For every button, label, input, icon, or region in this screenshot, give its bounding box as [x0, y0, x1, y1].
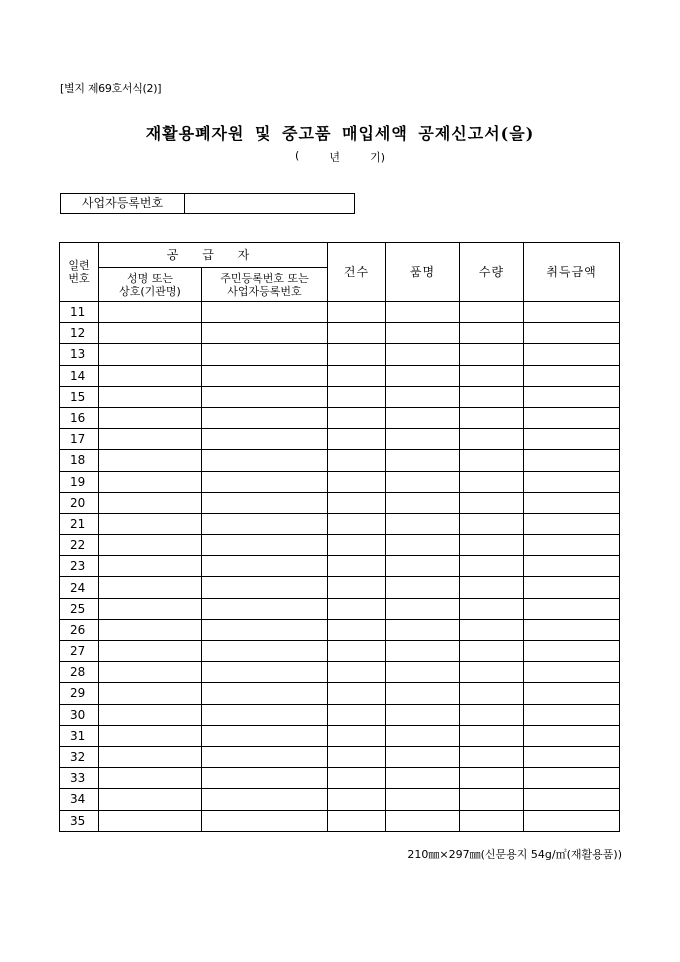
row-serial: 30 [60, 704, 99, 725]
count-cell[interactable] [328, 683, 386, 704]
reg-no-cell[interactable] [202, 556, 328, 577]
quantity-cell[interactable] [460, 810, 524, 831]
table-row [60, 683, 620, 704]
reg-no-cell[interactable] [202, 662, 328, 683]
quantity-cell[interactable] [460, 641, 524, 662]
amount-cell[interactable] [524, 535, 620, 556]
supplier-table [59, 242, 620, 832]
reg-no-cell[interactable] [202, 344, 328, 365]
business-number-field[interactable] [185, 194, 354, 213]
period-open: ( [295, 149, 300, 162]
table-row [60, 619, 620, 640]
count-cell[interactable] [328, 429, 386, 450]
item-cell[interactable] [386, 704, 460, 725]
period-term-label: 기) [370, 151, 385, 164]
table-row [60, 746, 620, 767]
amount-cell[interactable] [524, 344, 620, 365]
amount-cell[interactable] [524, 386, 620, 407]
count-cell[interactable] [328, 365, 386, 386]
name-cell[interactable] [99, 386, 202, 407]
name-cell[interactable] [99, 641, 202, 662]
item-cell[interactable] [386, 598, 460, 619]
count-cell[interactable] [328, 492, 386, 513]
amount-cell[interactable] [524, 323, 620, 344]
quantity-cell[interactable] [460, 789, 524, 810]
quantity-cell[interactable] [460, 535, 524, 556]
quantity-cell[interactable] [460, 746, 524, 767]
count-cell[interactable] [328, 789, 386, 810]
name-cell[interactable] [99, 407, 202, 428]
quantity-cell[interactable] [460, 662, 524, 683]
item-cell[interactable] [386, 513, 460, 534]
quantity-cell[interactable] [460, 407, 524, 428]
reg-no-cell[interactable] [202, 535, 328, 556]
item-cell[interactable] [386, 641, 460, 662]
reg-no-cell[interactable] [202, 386, 328, 407]
name-cell[interactable] [99, 662, 202, 683]
row-serial: 11 [60, 302, 99, 323]
amount-cell[interactable] [524, 619, 620, 640]
amount-cell[interactable] [524, 492, 620, 513]
form-title: 재활용폐자원 및 중고품 매입세액 공제신고서(을) [145, 124, 535, 143]
table-row [60, 407, 620, 428]
row-serial: 23 [60, 556, 99, 577]
name-cell[interactable] [99, 598, 202, 619]
quantity-cell[interactable] [460, 471, 524, 492]
quantity-cell[interactable] [460, 344, 524, 365]
name-cell[interactable] [99, 471, 202, 492]
count-cell[interactable] [328, 577, 386, 598]
name-cell[interactable] [99, 302, 202, 323]
quantity-cell[interactable] [460, 450, 524, 471]
business-number-box [60, 193, 355, 214]
reg-no-cell[interactable] [202, 513, 328, 534]
period-line [295, 149, 385, 165]
table-row [60, 598, 620, 619]
count-cell[interactable] [328, 407, 386, 428]
name-header: 성명 또는 상호(기관명) [99, 268, 202, 302]
item-cell[interactable] [386, 619, 460, 640]
amount-cell[interactable] [524, 704, 620, 725]
count-cell[interactable] [328, 641, 386, 662]
item-cell[interactable] [386, 450, 460, 471]
reg-no-cell[interactable] [202, 789, 328, 810]
table-row [60, 789, 620, 810]
table-row [60, 556, 620, 577]
row-serial: 12 [60, 323, 99, 344]
row-serial: 31 [60, 725, 99, 746]
row-serial: 16 [60, 407, 99, 428]
quantity-cell[interactable] [460, 323, 524, 344]
count-cell[interactable] [328, 323, 386, 344]
count-cell[interactable] [328, 619, 386, 640]
item-cell[interactable] [386, 535, 460, 556]
table-row [60, 535, 620, 556]
name-cell[interactable] [99, 683, 202, 704]
table-row [60, 704, 620, 725]
table-row [60, 302, 620, 323]
reg-no-cell[interactable] [202, 746, 328, 767]
row-serial: 17 [60, 429, 99, 450]
serial-header: 일련 번호 [60, 243, 99, 302]
quantity-cell[interactable] [460, 704, 524, 725]
supplier-header: 공 급 자 [99, 243, 328, 268]
quantity-cell[interactable] [460, 513, 524, 534]
count-cell[interactable] [328, 302, 386, 323]
row-serial: 25 [60, 598, 99, 619]
reg-no-cell[interactable] [202, 365, 328, 386]
reg-no-cell[interactable] [202, 407, 328, 428]
name-cell[interactable] [99, 365, 202, 386]
item-cell[interactable] [386, 810, 460, 831]
amount-cell[interactable] [524, 725, 620, 746]
table-row [60, 450, 620, 471]
reg-no-cell[interactable] [202, 302, 328, 323]
table-row [60, 577, 620, 598]
table-row [60, 810, 620, 831]
item-cell[interactable] [386, 323, 460, 344]
amount-cell[interactable] [524, 768, 620, 789]
table-row [60, 471, 620, 492]
item-cell[interactable] [386, 683, 460, 704]
item-cell[interactable] [386, 789, 460, 810]
quantity-cell[interactable] [460, 386, 524, 407]
reg-no-cell[interactable] [202, 429, 328, 450]
count-cell[interactable] [328, 598, 386, 619]
name-cell[interactable] [99, 810, 202, 831]
item-cell[interactable] [386, 386, 460, 407]
count-cell[interactable] [328, 725, 386, 746]
table-row [60, 429, 620, 450]
name-cell[interactable] [99, 323, 202, 344]
quantity-cell[interactable] [460, 429, 524, 450]
table-row [60, 323, 620, 344]
quantity-cell[interactable] [460, 683, 524, 704]
count-cell[interactable] [328, 556, 386, 577]
form-reference: [별지 제69호서식(2)] [60, 82, 162, 95]
quantity-header: 수량 [460, 243, 524, 302]
amount-cell[interactable] [524, 746, 620, 767]
reg-no-cell[interactable] [202, 577, 328, 598]
amount-cell[interactable] [524, 810, 620, 831]
amount-cell[interactable] [524, 556, 620, 577]
amount-cell[interactable] [524, 471, 620, 492]
reg-no-cell[interactable] [202, 492, 328, 513]
row-serial: 33 [60, 768, 99, 789]
table-row [60, 492, 620, 513]
paper-spec-note: 210㎜×297㎜(신문용지 54g/㎡(재활용품)) [407, 848, 622, 861]
name-cell[interactable] [99, 535, 202, 556]
reg-no-header: 주민등록번호 또는 사업자등록번호 [202, 268, 328, 302]
amount-cell[interactable] [524, 577, 620, 598]
quantity-cell[interactable] [460, 302, 524, 323]
name-cell[interactable] [99, 789, 202, 810]
item-header: 품명 [386, 243, 460, 302]
quantity-cell[interactable] [460, 768, 524, 789]
name-cell[interactable] [99, 450, 202, 471]
reg-no-cell[interactable] [202, 471, 328, 492]
table-row [60, 365, 620, 386]
amount-cell[interactable] [524, 429, 620, 450]
count-cell[interactable] [328, 810, 386, 831]
item-cell[interactable] [386, 768, 460, 789]
amount-cell[interactable] [524, 641, 620, 662]
quantity-cell[interactable] [460, 577, 524, 598]
amount-header: 취득금액 [524, 243, 620, 302]
name-cell[interactable] [99, 746, 202, 767]
amount-cell[interactable] [524, 662, 620, 683]
item-cell[interactable] [386, 407, 460, 428]
reg-no-cell[interactable] [202, 768, 328, 789]
reg-no-cell[interactable] [202, 683, 328, 704]
amount-cell[interactable] [524, 513, 620, 534]
item-cell[interactable] [386, 429, 460, 450]
table-row [60, 513, 620, 534]
table-row [60, 662, 620, 683]
row-serial: 34 [60, 789, 99, 810]
row-serial: 35 [60, 810, 99, 831]
table-body [60, 302, 620, 832]
count-cell[interactable] [328, 471, 386, 492]
item-cell[interactable] [386, 492, 460, 513]
row-serial: 19 [60, 471, 99, 492]
count-cell[interactable] [328, 704, 386, 725]
name-cell[interactable] [99, 513, 202, 534]
row-serial: 20 [60, 492, 99, 513]
table-row [60, 641, 620, 662]
quantity-cell[interactable] [460, 556, 524, 577]
count-cell[interactable] [328, 768, 386, 789]
row-serial: 22 [60, 535, 99, 556]
quantity-cell[interactable] [460, 725, 524, 746]
row-serial: 27 [60, 641, 99, 662]
item-cell[interactable] [386, 365, 460, 386]
row-serial: 15 [60, 386, 99, 407]
amount-cell[interactable] [524, 365, 620, 386]
amount-cell[interactable] [524, 598, 620, 619]
name-cell[interactable] [99, 492, 202, 513]
reg-no-cell[interactable] [202, 450, 328, 471]
count-cell[interactable] [328, 746, 386, 767]
amount-cell[interactable] [524, 407, 620, 428]
reg-no-cell[interactable] [202, 323, 328, 344]
table-row [60, 386, 620, 407]
row-serial: 14 [60, 365, 99, 386]
quantity-cell[interactable] [460, 365, 524, 386]
quantity-cell[interactable] [460, 598, 524, 619]
quantity-cell[interactable] [460, 619, 524, 640]
row-serial: 29 [60, 683, 99, 704]
item-cell[interactable] [386, 746, 460, 767]
amount-cell[interactable] [524, 683, 620, 704]
item-cell[interactable] [386, 556, 460, 577]
row-serial: 32 [60, 746, 99, 767]
reg-no-cell[interactable] [202, 641, 328, 662]
name-cell[interactable] [99, 704, 202, 725]
item-cell[interactable] [386, 471, 460, 492]
row-serial: 13 [60, 344, 99, 365]
amount-cell[interactable] [524, 302, 620, 323]
name-cell[interactable] [99, 619, 202, 640]
item-cell[interactable] [386, 662, 460, 683]
name-cell[interactable] [99, 725, 202, 746]
name-cell[interactable] [99, 768, 202, 789]
row-serial: 28 [60, 662, 99, 683]
name-cell[interactable] [99, 344, 202, 365]
name-cell[interactable] [99, 577, 202, 598]
item-cell[interactable] [386, 725, 460, 746]
item-cell[interactable] [386, 302, 460, 323]
reg-no-cell[interactable] [202, 619, 328, 640]
row-serial: 24 [60, 577, 99, 598]
count-cell[interactable] [328, 662, 386, 683]
business-number-label: 사업자등록번호 [61, 194, 185, 213]
reg-no-cell[interactable] [202, 598, 328, 619]
count-header: 건수 [328, 243, 386, 302]
amount-cell[interactable] [524, 789, 620, 810]
table-row [60, 725, 620, 746]
count-cell[interactable] [328, 535, 386, 556]
item-cell[interactable] [386, 577, 460, 598]
name-cell[interactable] [99, 556, 202, 577]
reg-no-cell[interactable] [202, 725, 328, 746]
row-serial: 26 [60, 619, 99, 640]
reg-no-cell[interactable] [202, 704, 328, 725]
row-serial: 18 [60, 450, 99, 471]
table-row [60, 768, 620, 789]
quantity-cell[interactable] [460, 492, 524, 513]
name-cell[interactable] [99, 429, 202, 450]
amount-cell[interactable] [524, 450, 620, 471]
count-cell[interactable] [328, 386, 386, 407]
row-serial: 21 [60, 513, 99, 534]
period-year-label: 년 [329, 151, 340, 164]
count-cell[interactable] [328, 344, 386, 365]
count-cell[interactable] [328, 450, 386, 471]
item-cell[interactable] [386, 344, 460, 365]
count-cell[interactable] [328, 513, 386, 534]
reg-no-cell[interactable] [202, 810, 328, 831]
table-row [60, 344, 620, 365]
